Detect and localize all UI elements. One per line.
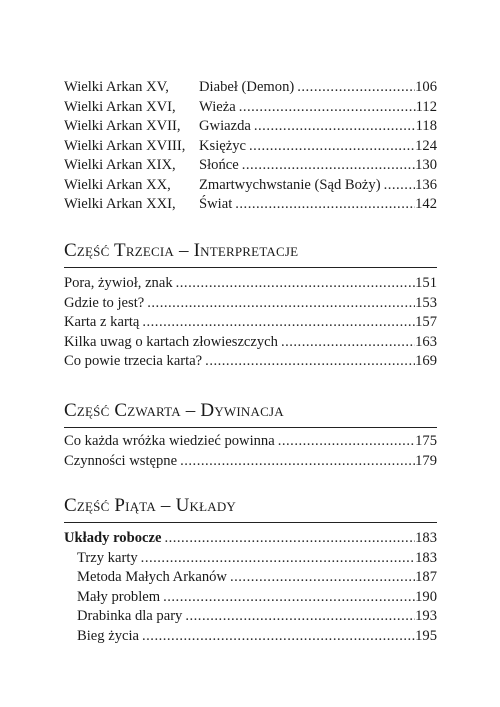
entry-title: Układy robocze [64,530,162,546]
dot-leader [161,529,415,549]
page-number: 175 [415,433,437,449]
page-number: 157 [415,314,437,330]
dot-leader [139,313,415,333]
dot-leader [275,432,415,452]
page-number: 163 [415,333,437,350]
page-number: 153 [415,294,437,311]
page-number: 187 [415,569,437,585]
dot-leader [173,274,415,294]
page-number: 183 [415,549,437,566]
page-number: 112 [415,98,437,115]
dot-leader [278,333,415,353]
arcana-number: Wielki Arkan XIX, [64,157,176,173]
entry-title: Czynności wstępne [64,452,178,469]
page-number: 106 [415,79,437,95]
dot-leader [182,607,415,627]
dot-leader [251,117,416,137]
toc-entry [64,452,437,472]
page-number: 193 [415,608,437,624]
part3-list [64,274,437,372]
dot-leader [177,452,415,472]
entry-title: Kilka uwag o kartach złowieszczych [64,333,278,350]
toc-entry [64,432,437,452]
dot-leader [246,137,415,157]
toc-entry [64,549,437,569]
toc-entry [64,78,437,98]
toc-entry [64,294,437,314]
entry-title: Zmartwychwstanie (Sąd Boży) [199,176,381,193]
entry-title: Bieg życia [77,627,139,644]
section-heading-part4: Część Czwarta – Dywinacja [64,400,437,428]
dot-leader [236,98,416,118]
part5-list [64,529,437,646]
toc-entry [64,137,437,157]
page-number: 124 [415,137,437,154]
entry-title: Drabinka dla pary [77,608,183,624]
entry-title: Księżyc [199,137,247,154]
entry-title: Co każda wróżka wiedzieć powinna [64,433,275,449]
toc-entry [64,568,437,588]
part4-list [64,432,437,471]
toc-entry-main [64,529,437,549]
entry-title: Pora, żywioł, znak [64,275,173,291]
page-number: 190 [415,588,437,605]
dot-leader [239,156,415,176]
entry-title: Wieża [199,98,236,115]
entry-title: Świat [199,196,233,212]
toc-entry [64,313,437,333]
toc-entry [64,98,437,118]
arcana-number: Wielki Arkan XVIII, [64,137,186,154]
page-number: 130 [415,157,437,173]
toc-entry [64,607,437,627]
entry-title: Gwiazda [199,118,251,134]
page-number: 179 [415,452,437,469]
entry-title: Trzy karty [77,549,138,566]
toc-entry [64,588,437,608]
entry-title: Diabeł (Demon) [199,79,295,95]
entry-title: Mały problem [77,588,161,605]
page-number: 183 [415,530,437,546]
entry-title: Karta z kartą [64,314,140,330]
dot-leader [294,78,415,98]
toc-entry [64,156,437,176]
arcana-list [64,78,437,215]
page-number: 136 [415,176,437,193]
toc-entry [64,195,437,215]
entry-title: Słońce [199,157,239,173]
arcana-number: Wielki Arkan XVII, [64,118,181,134]
section-heading-part3: Część Trzecia – Interpretacje [64,240,437,268]
toc-entry [64,274,437,294]
entry-title: Co powie trzecia karta? [64,353,203,369]
arcana-number: Wielki Arkan XXI, [64,196,176,212]
dot-leader [381,176,416,196]
dot-leader [144,294,415,314]
entry-title: Gdzie to jest? [64,294,145,311]
page-number: 142 [415,196,437,212]
page-number: 195 [415,627,437,644]
toc-entry [64,627,437,647]
dot-leader [139,627,415,647]
dot-leader [160,588,415,608]
entry-title: Metoda Małych Arkanów [77,569,227,585]
dot-leader [138,549,415,569]
toc-entry [64,333,437,353]
section-heading-part5: Część Piąta – Układy [64,495,437,523]
toc-entry [64,352,437,372]
dot-leader [202,352,415,372]
arcana-number: Wielki Arkan XVI, [64,98,176,115]
page-number: 151 [415,275,437,291]
page-number: 169 [415,353,437,369]
dot-leader [232,195,415,215]
toc-entry [64,117,437,137]
arcana-number: Wielki Arkan XV, [64,79,169,95]
toc-entry [64,176,437,196]
arcana-number: Wielki Arkan XX, [64,176,171,193]
page-number: 118 [415,118,437,134]
dot-leader [227,568,415,588]
